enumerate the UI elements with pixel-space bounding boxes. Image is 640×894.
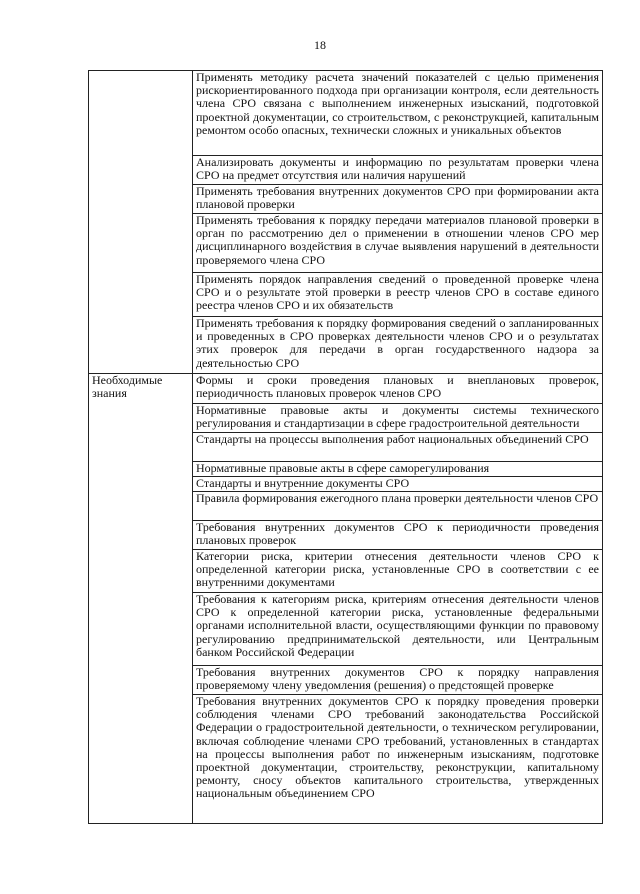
- skills-label-cell: [89, 71, 193, 374]
- table-row: [89, 374, 603, 404]
- table-row: [89, 71, 603, 156]
- table-cell: Требования внутренних документов СРО к периодичности проведения плановых проверок: [193, 521, 603, 550]
- table-cell: Анализировать документы и информацию по результатам проверки члена СРО на предмет отсутствия или наличия нарушений: [193, 156, 603, 185]
- table-cell: Нормативные правовые акты и документы системы технического регулирования и стандартизации в сфере градостроительной деятельности: [193, 404, 603, 433]
- competency-table: [88, 70, 603, 824]
- table-cell: Стандарты и внутренние документы СРО: [193, 477, 603, 492]
- table-cell: Нормативные правовые акты в сфере саморегулирования: [193, 462, 603, 477]
- table-cell: Требования к категориям риска, критериям отнесения деятельности членов СРО к определенной категории риска, установленные федеральными органами исполнительной власти, осуществляющими функции по правовому регулированию предпринимательской деятельности, или Центральным банком Российской Федерации: [193, 593, 603, 666]
- table-cell: Категории риска, критерии отнесения деятельности членов СРО к определенной категории риска, установленные СРО в соответствии с ее внутренними документами: [193, 550, 603, 593]
- table-cell: Применять требования внутренних документов СРО при формировании акта плановой проверки: [193, 185, 603, 214]
- table-cell: Формы и сроки проведения плановых и внеплановых проверок, периодичность плановых проверок членов СРО: [193, 374, 603, 404]
- table-cell: Применять порядок направления сведений о проведенной проверке члена СРО и о результате этой проверки в реестр членов СРО в составе единого реестра членов СРО и их обязательств: [193, 273, 603, 317]
- table-cell: Стандарты на процессы выполнения работ национальных объединений СРО: [193, 433, 603, 462]
- table-cell: Требования внутренних документов СРО к порядку проведения проверки соблюдения членами СРО требований законодательства Российской Федерации о градостроительной деятельности, о техническом регулировании, включая соблюдение членами СРО требований, установленных в стандартах на процессы выполнения работ по инженерным изысканиям, подготовке проектной документации, строительству, реконструкции, капитальному ремонту, сносу объектов капитального строительства, утвержденных национальным объединением СРО: [193, 695, 603, 824]
- knowledge-label: Необходимые знания: [89, 374, 193, 824]
- table-cell: Применять требования к порядку формирования сведений о запланированных и проведенных в СРО проверках деятельности членов СРО и о результатах этих проверок для передачи в орган государственного надзора за деятельностью СРО: [193, 317, 603, 374]
- table-cell: Правила формирования ежегодного плана проверки деятельности членов СРО: [193, 492, 603, 521]
- page-number: 18: [314, 38, 326, 52]
- table-cell: Требования внутренних документов СРО к порядку направления проверяемому члену уведомления (решения) о предстоящей проверке: [193, 666, 603, 695]
- table-cell: Применять требования к порядку передачи материалов плановой проверки в орган по рассмотрению дел о применении в отношении членов СРО мер дисциплинарного воздействия в случае выявления нарушений в деятельности проверяемого члена СРО: [193, 214, 603, 273]
- table-cell: Применять методику расчета значений показателей с целью применения рискориентированного подхода при организации контроля, если деятельность члена СРО связана с выполнением инженерных изысканий, подготовкой проектной документации, со строительством, с реконструкцией, капитальным ремонтом особо опасных, технически сложных и уникальных объектов: [193, 71, 603, 156]
